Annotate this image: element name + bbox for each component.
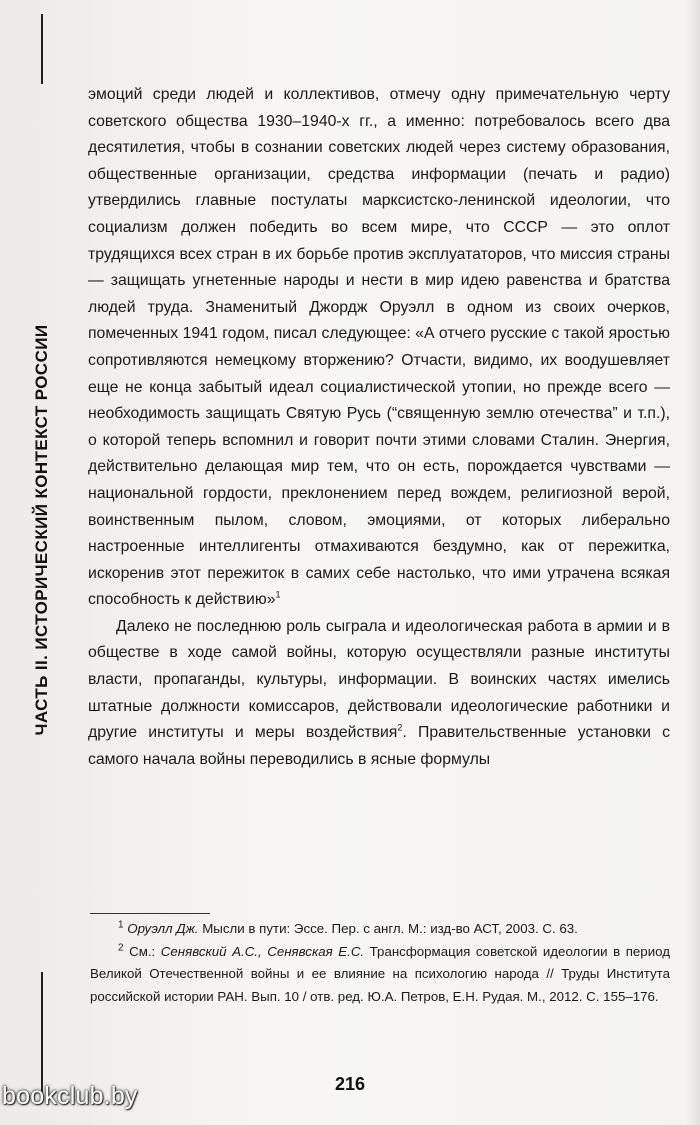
running-head <box>22 95 62 965</box>
paragraph-2 <box>88 614 670 774</box>
page-edge-shadow <box>686 0 700 1125</box>
footnotes <box>90 918 670 1008</box>
page-number: 216 <box>334 1074 366 1094</box>
body-text <box>88 82 670 773</box>
footnote-ref-2: 2 <box>397 722 403 733</box>
watermark: bookclub.by <box>2 1082 138 1110</box>
running-head-rule-top <box>41 14 43 84</box>
footnote-2-prefix: См.: <box>129 943 161 959</box>
footnote-separator <box>90 913 210 914</box>
footnote-2 <box>90 941 670 1009</box>
footnote-2-author: Сенявский А.С., Сенявская Е.С. <box>160 943 365 959</box>
footnote-1-number: 1 <box>118 919 124 931</box>
footnote-2-text: Трансформация советской идеологии в период Великой Отечественной войны и ее влияние на психологию народа // Труды Института российской истории РАН. Вып. 10 / отв. ред. Ю.А. Петров, Е.Н. Рудая. М., 2012. С. 155–176. <box>90 943 670 1004</box>
paragraph-1-text: эмоций среди людей и коллективов, отмечу одну примечательную черту советского общества 1930–1940-х гг., а именно: потребовалось всего два десятилетия, чтобы в сознании советских людей через систему образования, общественные организации, средства информации (печать и радио) утвердились главные постулаты марксистско-ленинской идеологии, что социализм должен победить во всем мире, что СССР — это оплот трудящихся всех стран в их борьбе против эксплуататоров, что миссия страны — защищать угнетенные народы и нести в мир идею равенства и братства людей труда. Знаменитый Джордж Оруэлл в одном из своих очерков, помеченных 1941 годом, писал следующее: «А отчего русские с такой яростью сопротивляются немецкому вторжению? Отчасти, видимо, их воодушевляет еще не конца забытый идеал социалистической утопии, но прежде всего — необходимость защищать Святую Русь (“священную землю отечества” и т.п.), о которой теперь вспомнил и говорит почти этими словами Сталин. Энергия, действительно делающая мир тем, что он есть, порождается чувствами — национальной гордости, преклонением перед вождем, религиозной верой, воинственным пылом, словом, эмоциями, от которых либерально настроенные интеллигенты отмахиваются бездумно, как от пережитка, искоренив этот пережиток в самих себе настолько, что ими утрачена всякая способность к действию» <box>88 86 670 609</box>
paragraph-1 <box>88 82 670 614</box>
footnote-2-number: 2 <box>118 942 124 954</box>
running-head-text: ЧАСТЬ II. ИСТОРИЧЕСКИЙ КОНТЕКСТ РОССИИ <box>32 324 51 736</box>
footnote-1 <box>90 918 670 941</box>
footnote-1-text: Мысли в пути: Эссе. Пер. с англ. М.: изд-во АСТ, 2003. С. 63. <box>198 921 578 936</box>
footnote-1-author: Оруэлл Дж. <box>127 921 199 936</box>
footnote-ref-1: 1 <box>275 590 281 601</box>
paragraph-2-text-after: . Правительственные установки с самого начала войны переводились в ясные формулы <box>88 724 670 768</box>
paragraph-2-text: Далеко не последнюю роль сыграла и идеологическая работа в армии и в обществе в ходе самой войны, которую осуществляли разные институты власти, пропаганды, культуры, информации. В воинских частях имелись штатные должности комиссаров, действовали идеологические работники и другие институты и меры воздействия <box>88 617 670 742</box>
